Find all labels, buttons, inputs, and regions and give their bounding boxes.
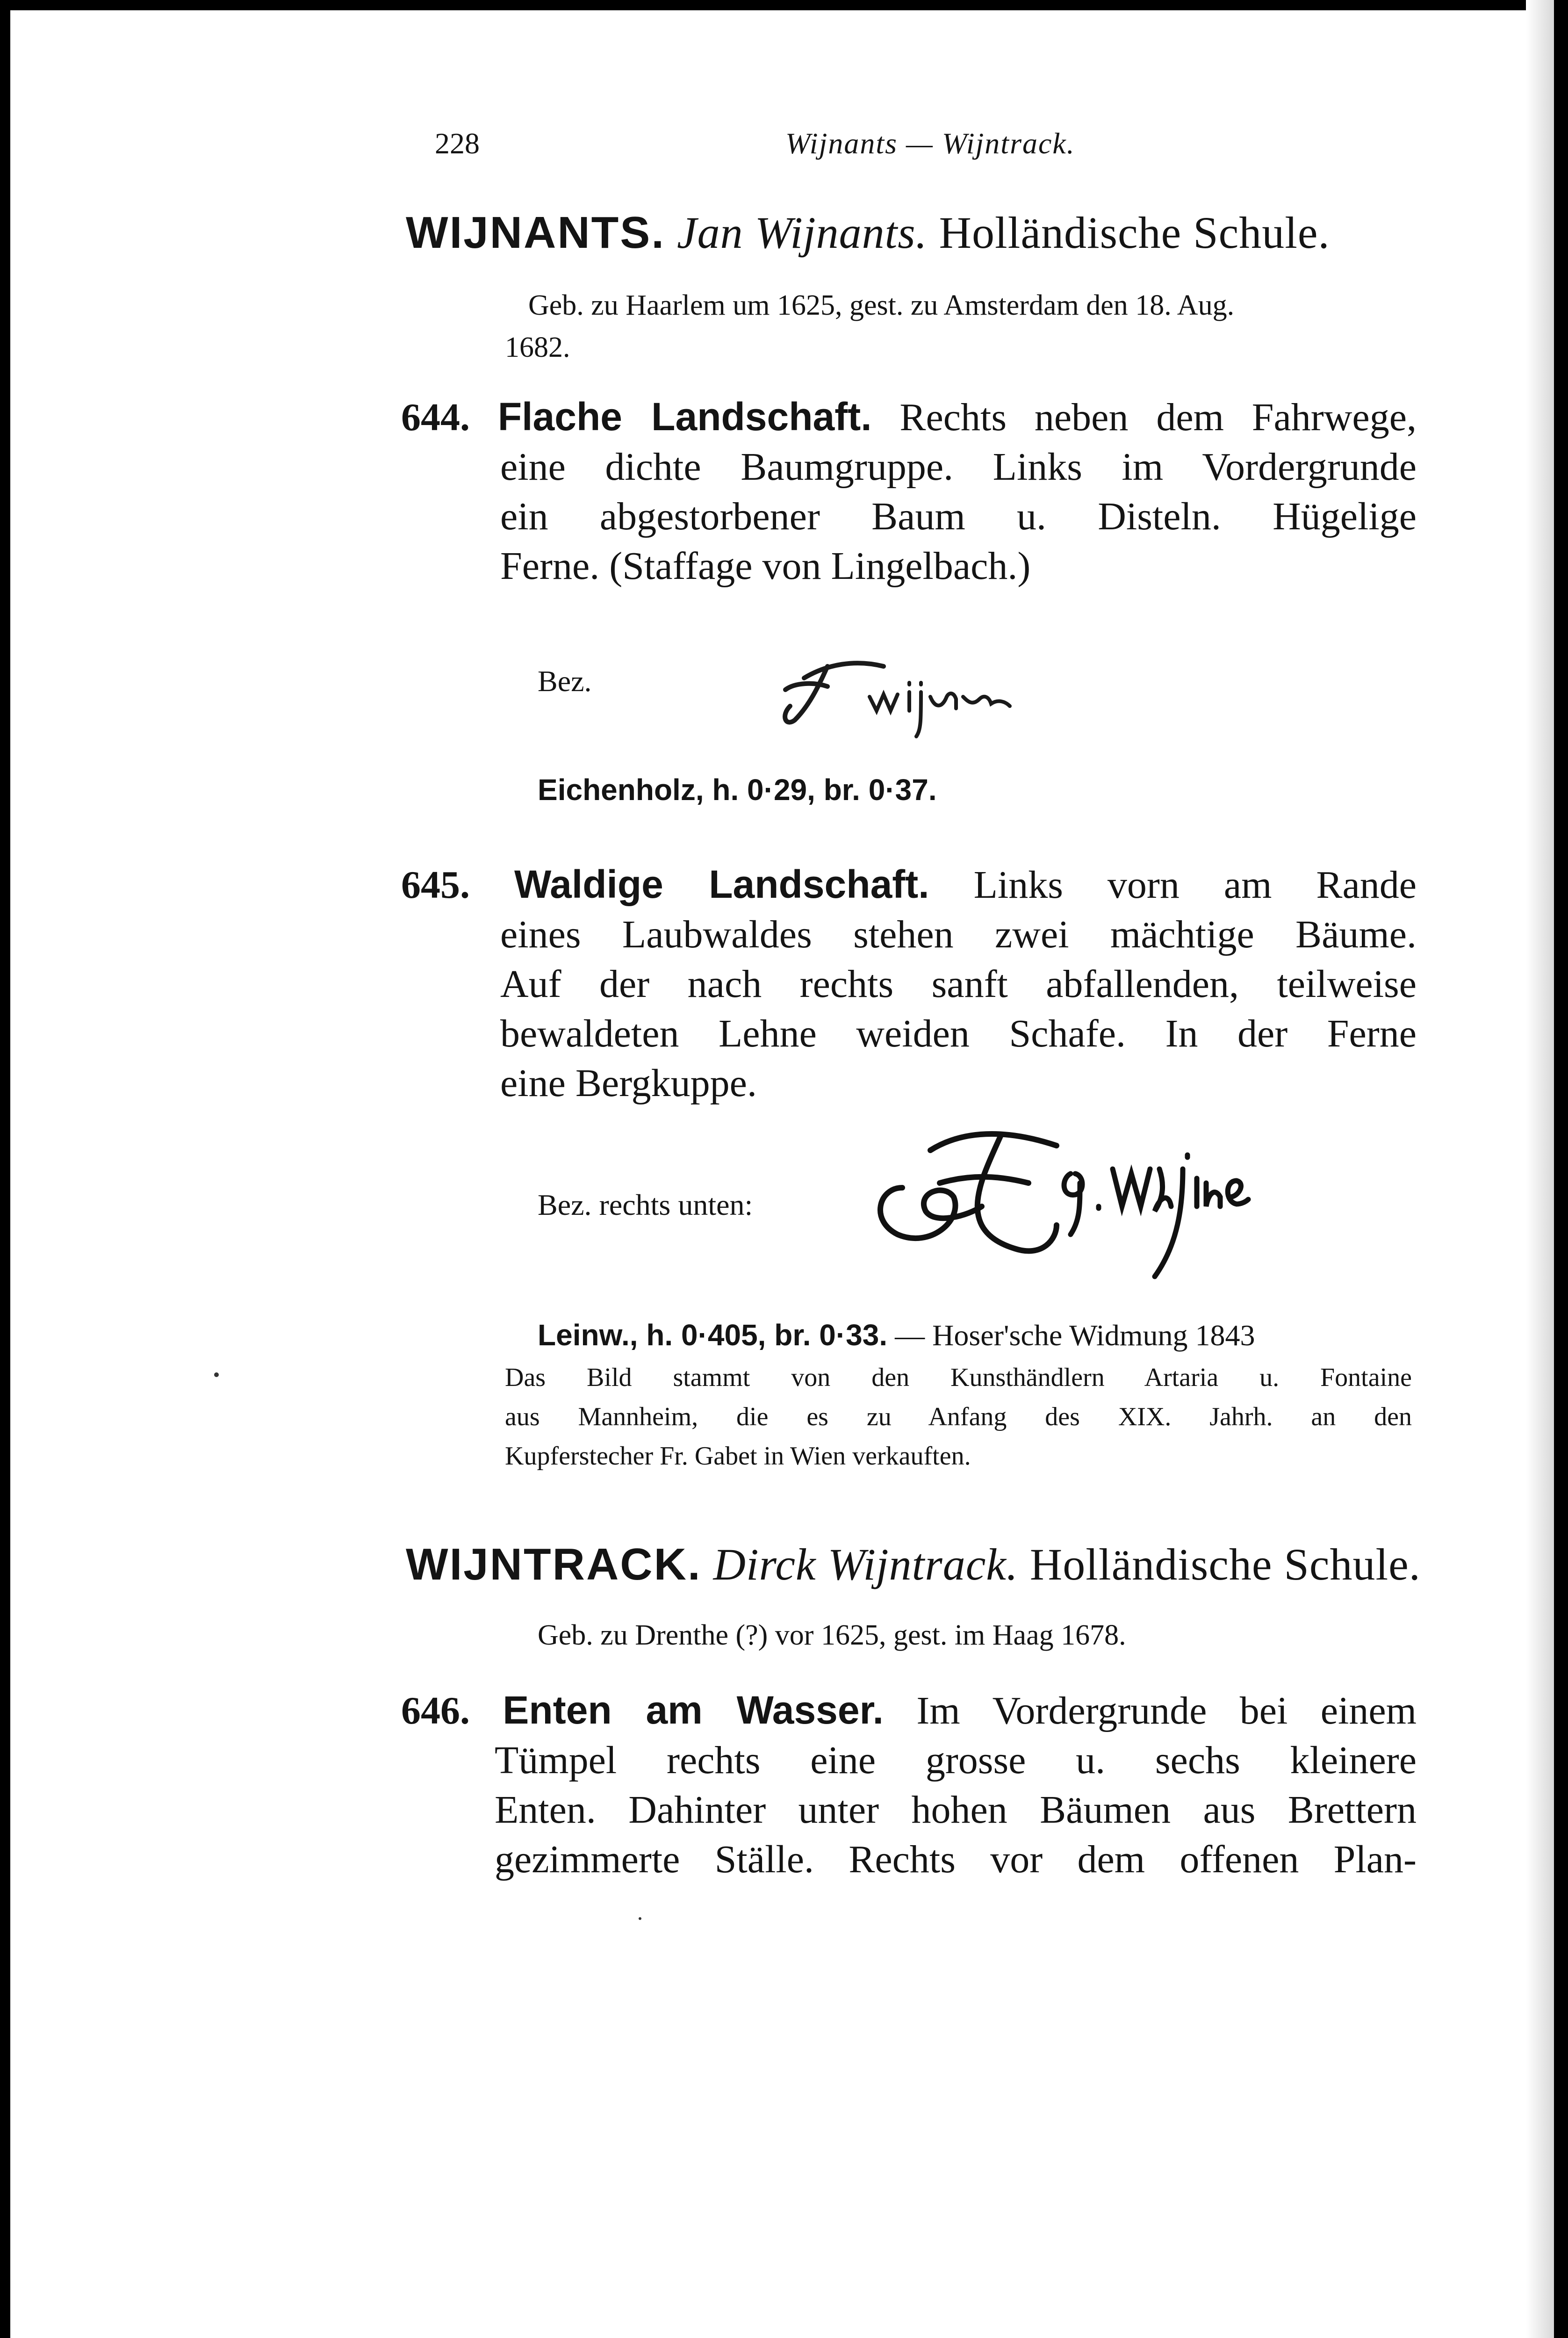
artist-full-name: Jan Wijnants.: [677, 208, 928, 258]
artist-name: WIJNANTS.: [406, 208, 665, 258]
scan-speck: [639, 1917, 641, 1920]
entry-note: [505, 1358, 1412, 1476]
entry-line: [401, 392, 1417, 442]
running-title: Wijnants — Wijntrack.: [785, 127, 1075, 160]
artist-school: Holländische Schule.: [939, 208, 1330, 258]
signature-label: Bez. rechts unten:: [538, 1188, 753, 1221]
artist-heading-wijnants: [406, 207, 1330, 259]
signature-image-644: [776, 645, 1038, 739]
entry-line: eines Laubwaldes stehen zwei mächtige Bäume.: [500, 913, 1417, 956]
artist-bio-line: Geb. zu Haarlem um 1625, gest. zu Amsterdam den 18. Aug.: [528, 289, 1235, 321]
entry-meta-provenance: — Hoser'sche Widmung 1843: [895, 1319, 1255, 1352]
scan-border-left: [0, 0, 10, 2338]
entry-line: Auf der nach rechts sanft abfallenden, teilweise: [500, 962, 1417, 1006]
entry-text: Rechts neben dem Fahrwege,: [899, 396, 1417, 439]
entry-line: Enten. Dahinter unter hohen Bäumen aus Brettern: [495, 1788, 1417, 1832]
artist-name: WIJNTRACK.: [406, 1539, 702, 1589]
note-line: Kupferstecher Fr. Gabet in Wien verkauften.: [505, 1442, 971, 1471]
scan-border-top: [0, 0, 1568, 10]
note-line: Das Bild stammt von den Kunsthändlern Artaria u. Fontaine: [505, 1363, 1412, 1392]
entry-number: 644.: [401, 396, 470, 439]
signature-label: Bez.: [538, 664, 592, 698]
entry-line: [401, 1685, 1417, 1736]
entry-line: ein abgestorbener Baum u. Disteln. Hügelige: [500, 495, 1417, 538]
catalog-entry-645: [401, 859, 1417, 1108]
catalog-entry-646: [401, 1685, 1417, 1884]
entry-line: Ferne. (Staffage von Lingelbach.): [500, 544, 1031, 588]
artist-full-name: Dirck Wijntrack.: [713, 1539, 1018, 1589]
entry-line: [401, 859, 1417, 910]
artist-heading-wijntrack: [406, 1538, 1421, 1590]
note-line: aus Mannheim, die es zu Anfang des XIX. Jahrh. an den: [505, 1402, 1412, 1431]
artist-bio-line: 1682.: [505, 332, 570, 363]
entry-title: Flache Landschaft.: [497, 395, 872, 439]
entry-text: Im Vordergrunde bei einem: [916, 1689, 1417, 1732]
signature-image-645: [860, 1118, 1300, 1295]
entry-line: gezimmerte Ställe. Rechts vor dem offenen Plan-: [495, 1838, 1417, 1881]
entry-number: 646.: [401, 1689, 470, 1732]
entry-number: 645.: [401, 863, 470, 907]
entry-title: Enten am Wasser.: [503, 1688, 884, 1732]
artist-bio-line: Geb. zu Drenthe (?) vor 1625, gest. im Haag 1678.: [538, 1619, 1126, 1651]
entry-line: eine dichte Baumgruppe. Links im Vordergrunde: [500, 445, 1417, 489]
entry-meta: [538, 772, 937, 808]
artist-school: Holländische Schule.: [1029, 1539, 1421, 1589]
entry-title: Waldige Landschaft.: [514, 862, 929, 906]
scan-border-right: [1554, 0, 1568, 2338]
entry-meta: [538, 1318, 1255, 1353]
entry-line: bewaldeten Lehne weiden Schafe. In der Ferne: [500, 1012, 1417, 1055]
entry-line: Tümpel rechts eine grosse u. sechs kleinere: [495, 1739, 1417, 1782]
scan-speck: [214, 1372, 219, 1377]
page-gutter-shadow: [1526, 0, 1554, 2338]
entry-meta-dimensions: Eichenholz, h. 0·29, br. 0·37.: [538, 773, 937, 807]
page-number: 228: [435, 127, 480, 160]
entry-line: eine Bergkuppe.: [500, 1061, 757, 1105]
entry-meta-dimensions: Leinw., h. 0·405, br. 0·33.: [538, 1318, 888, 1352]
catalog-entry-644: [401, 392, 1417, 591]
entry-text: Links vorn am Rande: [973, 863, 1417, 907]
